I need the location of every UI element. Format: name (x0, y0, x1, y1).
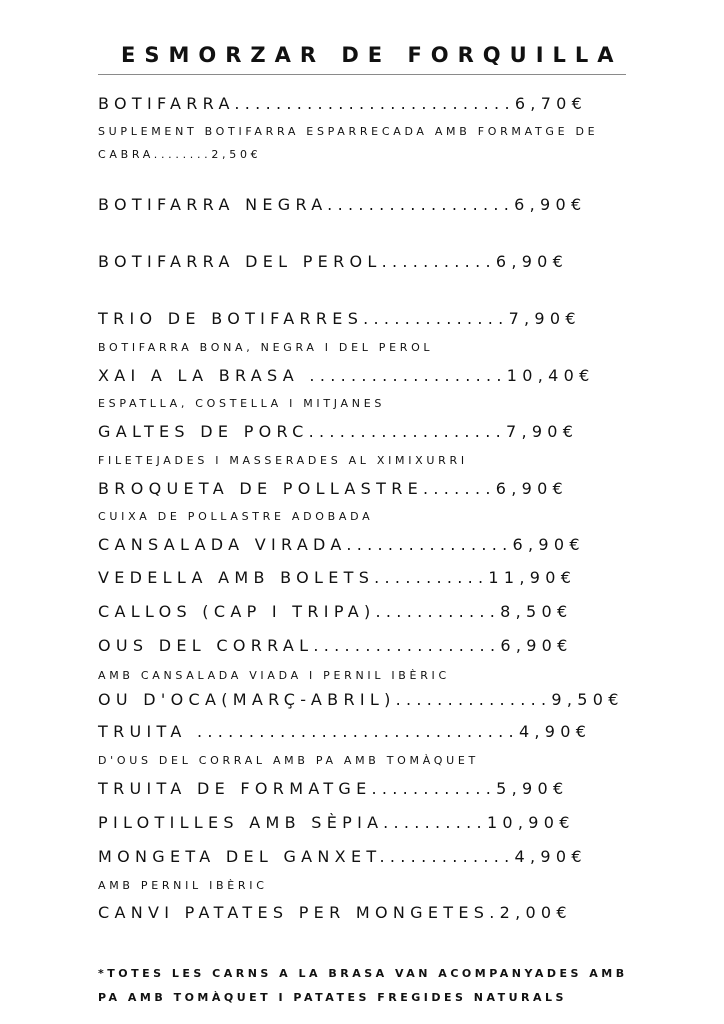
menu-item-callos: CALLOS (CAP I TRIPA)............8,50€ (98, 602, 573, 621)
menu-item-botifarra-negra: BOTIFARRA NEGRA..................6,90€ (98, 195, 587, 214)
menu-item-trio-de-botifarres: TRIO DE BOTIFARRES..............7,90€ (98, 309, 581, 328)
menu-item-botifarra-del-perol: BOTIFARRA DEL PEROL...........6,90€ (98, 252, 569, 271)
item-description: FILETEJADES I MASSERADES AL XIMIXURRI (98, 454, 468, 467)
item-description: D'OUS DEL CORRAL AMB PA AMB TOMÀQUET (98, 754, 479, 767)
menu-item-canvi-patates: CANVI PATATES PER MONGETES.2,00€ (98, 903, 572, 922)
menu-item-vedella-amb-bolets: VEDELLA AMB BOLETS...........11,90€ (98, 568, 577, 587)
menu-item-pilotilles-amb-sepia: PILOTILLES AMB SÈPIA..........10,90€ (98, 813, 575, 832)
title-divider (98, 74, 626, 75)
item-description: AMB CANSALADA VIADA I PERNIL IBÈRIC (98, 669, 450, 682)
item-description: CUIXA DE POLLASTRE ADOBADA (98, 510, 374, 523)
menu-item-ous-del-corral: OUS DEL CORRAL..................6,90€ (98, 636, 573, 655)
menu-item-cansalada-virada: CANSALADA VIRADA................6,90€ (98, 535, 585, 554)
menu-item-broqueta-de-pollastre: BROQUETA DE POLLASTRE.......6,90€ (98, 479, 569, 498)
menu-item-xai-a-la-brasa: XAI A LA BRASA ...................10,40€ (98, 366, 595, 385)
footnote: PA AMB TOMÀQUET I PATATES FREGIDES NATURALS (98, 991, 567, 1004)
menu-item-truita: TRUITA ...............................4,90€ (98, 722, 592, 741)
menu-item-galtes-de-porc: GALTES DE PORC...................7,90€ (98, 422, 579, 441)
item-description: AMB PERNIL IBÈRIC (98, 879, 268, 892)
menu-title: ESMORZAR DE FORQUILLA (121, 43, 623, 67)
menu-item-ou-d-oca: OU D'OCA(MARÇ-ABRIL)...............9,50€ (98, 690, 624, 709)
item-description: ESPATLLA, COSTELLA I MITJANES (98, 397, 386, 410)
menu-item-botifarra: BOTIFARRA...........................6,70€ (98, 94, 588, 113)
menu-item-truita-de-formatge: TRUITA DE FORMATGE............5,90€ (98, 779, 569, 798)
item-description: CABRA........2,50€ (98, 148, 262, 161)
menu-item-mongeta-del-ganxet: MONGETA DEL GANXET.............4,90€ (98, 847, 587, 866)
item-description: BOTIFARRA BONA, NEGRA I DEL PEROL (98, 341, 434, 354)
item-description: SUPLEMENT BOTIFARRA ESPARRECADA AMB FORMATGE DE (98, 125, 599, 138)
footnote: *TOTES LES CARNS A LA BRASA VAN ACOMPANYADES AMB (98, 967, 628, 980)
